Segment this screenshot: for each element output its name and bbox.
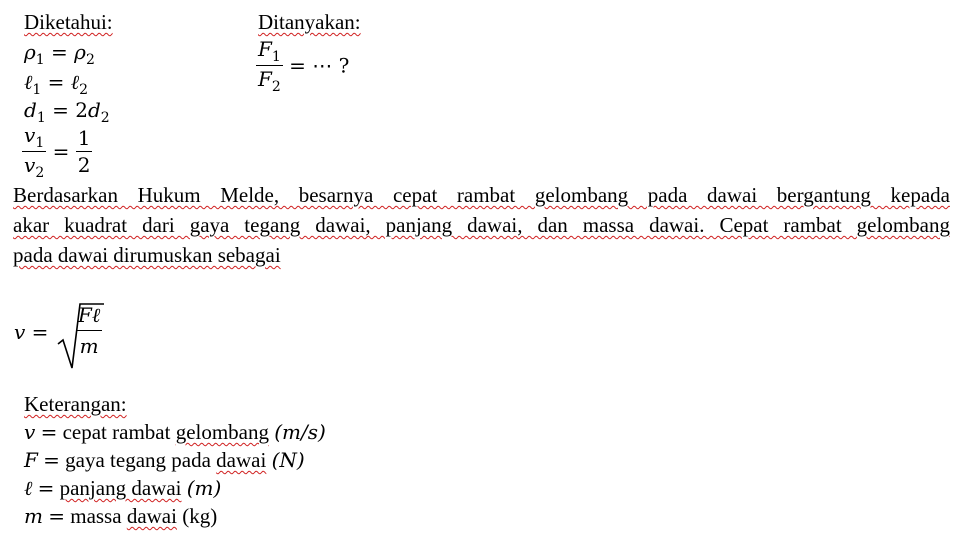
formula-fraction: $\frac{\text{Fℓ}}{m}$ [76, 300, 102, 361]
formula-lhs: v = [14, 320, 49, 344]
known-eq-density: $\rho_1 = \rho_2$ [24, 40, 95, 68]
speed-ratio-fraction: $\frac{v_1}{v_2}$ [24, 123, 45, 181]
asked-eq-force-ratio: $\frac{F_1}{F_2}$ = ⋯ ? [258, 37, 350, 95]
paragraph-line-3: pada dawai dirumuskan sebagai [13, 243, 281, 267]
melde-paragraph [13, 180, 950, 270]
known-heading: Diketahui: [24, 10, 113, 34]
paragraph-line-2: akar kuadrat dari gaya tegang dawai, panjang dawai, dan massa dawai. Cepat rambat gelombang [13, 213, 950, 237]
paragraph-line-1: Berdasarkan Hukum Melde, besarnya cepat rambat gelombang pada dawai bergantung kepada [13, 183, 950, 207]
legend-item-speed: v = cepat rambat gelombang (m/s) [24, 420, 326, 444]
asked-heading: Ditanyakan: [258, 10, 361, 34]
legend-item-force: F = gaya tegang pada dawai (N) [24, 448, 305, 472]
half-fraction: $\frac{1}{2}$ [77, 126, 91, 177]
legend-heading: Keterangan: [24, 392, 127, 416]
known-eq-diameter: $d_1 = 2d_2$ [24, 98, 110, 126]
force-ratio-fraction: $\frac{F_1}{F_2}$ [258, 37, 281, 95]
legend-item-length: ℓ = panjang dawai (m) [24, 476, 222, 500]
legend-item-mass: m = massa dawai (kg) [24, 504, 218, 528]
known-eq-length: ℓ$_1$ = ℓ$_2$ [24, 70, 89, 98]
known-eq-speed-ratio: $\frac{v_1}{v_2}$ = $\frac{1}{2}$ [24, 123, 91, 181]
